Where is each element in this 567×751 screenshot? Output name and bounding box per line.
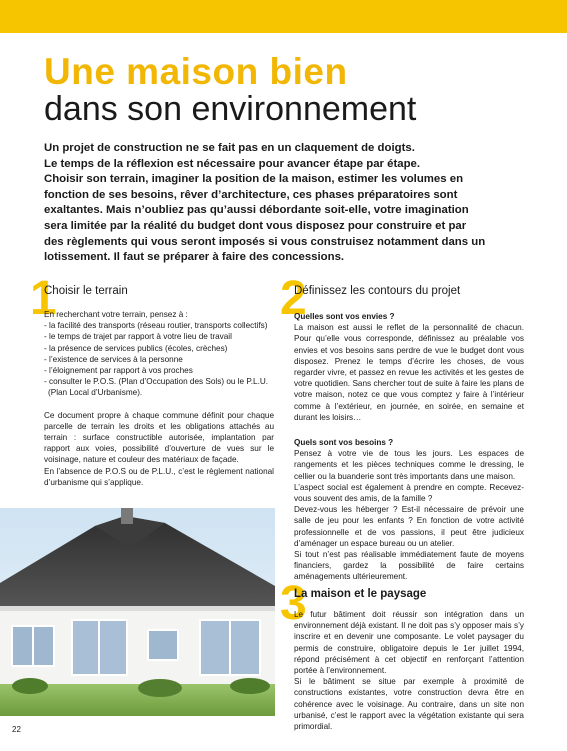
list-item: - l’existence de services à la personne [44,354,183,364]
section3-heading: La maison et le paysage [294,588,427,600]
section1-paragraph2: En l’absence de P.O.S ou de P.L.U., c’est le règlement national d’urbanisme qui s’applique. [44,466,274,487]
section2-answer2c: Devez-vous les héberger ? Est-il nécessaire de prévoir une salle de jeu pour les enfants ? En fonction de votre activité professionnelle et de vos passions, il peut être judicieux d’aménager un espace bureau ou un atelier. [294,505,524,548]
intro-paragraph [44,141,529,266]
section3-paragraph1: Le futur bâtiment doit réussir son intégration dans un environnement déjà existant. Il ne doit pas s’y opposer mais s’y inscrire et en devenir une composante. Le volet paysager du permis de construire, obligatoire depuis le 1er juillet 1994, répond précisément à cet objectif en renforçant l’attention portée à l’environnement. [294,610,524,676]
section2-question1: Quelles sont vos envies ? [294,312,395,321]
intro-line: Choisir son terrain, imaginer la position de la maison, estimer les volumes en [44,173,464,186]
section2-body [294,308,524,583]
page-title-line2: dans son environnement [44,90,417,128]
list-item: (Plan Local d’Urbanisme). [48,388,143,398]
section2-answer2b: L’aspect social est également à prendre en compte. Recevez-vous souvent des amis, de la famille ? [294,482,524,504]
intro-line: fonction de ses besoins, rêver d’architecture, ces phases préparatoires sont [44,188,458,201]
list-item: - la présence de services publics (écoles, crèches) [44,343,228,353]
list-item: - consulter le P.O.S. (Plan d’Occupation des Sols) ou le P.L.U. [44,377,269,387]
section-number-1: 1 [30,272,57,325]
list-item: - le temps de trajet par rapport à votre lieu de travail [44,332,232,342]
intro-line: Un projet de construction ne se fait pas en un claquement de doigts. [44,142,415,154]
section1-lead: En recherchant votre terrain, pensez à : [44,310,188,319]
section2-answer1: La maison est aussi le reflet de la personnalité de chacun. Pour qu’elle vous corresponde, définissez au préalable vos envies et vos besoins sans perdre de vue le budget dont vous disposez. Prenez le temps d’écrire les choses, de vous regarder vivre, et passez en revue les activités et les gestes de votre quotidien. Sans chercher tout de suite à faire les plans de votre maison, notez ce que vous comptez y faire à l’intérieur comme à l’extérieur, en journée, en soirée, en semaine et durant les loisirs… [294,323,524,422]
section2-heading: Définissez les contours du projet [294,285,461,297]
top-color-band [0,0,567,33]
section1-heading: Choisir le terrain [44,285,128,297]
intro-line: exaltantes. Mais n’oubliez pas qu’aussi débordante soit-elle, votre imagination [44,204,469,217]
intro-line: sera limitée par la réalité du budget dont vous disposez pour construire et par [44,219,467,232]
section-number-3: 3 [280,577,307,630]
intro-line: Le temps de la réflexion est nécessaire pour avancer étape par étape. [44,157,421,170]
list-item: - la facilité des transports (réseau routier, transports collectifs) [44,321,268,331]
section-number-2: 2 [280,272,307,325]
section2-question2: Quels sont vos besoins ? [294,438,394,448]
house-photo [0,508,275,716]
section1-body [44,309,274,488]
section1-paragraph1: Ce document propre à chaque commune définit pour chaque parcelle de terrain les droits et les obligations attachés au terrain : surface constructible autorisée, implantation par rapport aux voies, possibilité d’ouverture de vues sur le voisinage, nature et couleur des matériaux de façade. [44,410,274,465]
section3-body [294,609,524,732]
section2-answer2d: Si tout n’est pas réalisable immédiatement faute de moyens financiers, gardez la possibilité de faire certains aménagements ultérieurement. [294,550,524,582]
section3-paragraph2: Si le bâtiment se situe par exemple à proximité de constructions existantes, votre construction devra être en cohérence avec le voisinage. Au contraire, dans un site non urbanisé, c’est le rapport avec la végétation existante qui sera primordial. [294,677,524,732]
page-number: 22 [12,725,21,734]
list-item: - l’éloignement par rapport à vos proches [44,366,193,376]
intro-line: des règlements qui vous seront imposés si vous construisez notamment dans un [44,235,486,248]
page-title-line1: Une maison bien [44,51,348,92]
section2-answer2a: Pensez à votre vie de tous les jours. Les espaces de rangements et les pièces techniques comme le dressing, le cellier ou la buanderie sont très importants dans une maison. [294,449,524,481]
intro-line: lotissement. Il faut se préparer à faire des concessions. [44,251,345,264]
